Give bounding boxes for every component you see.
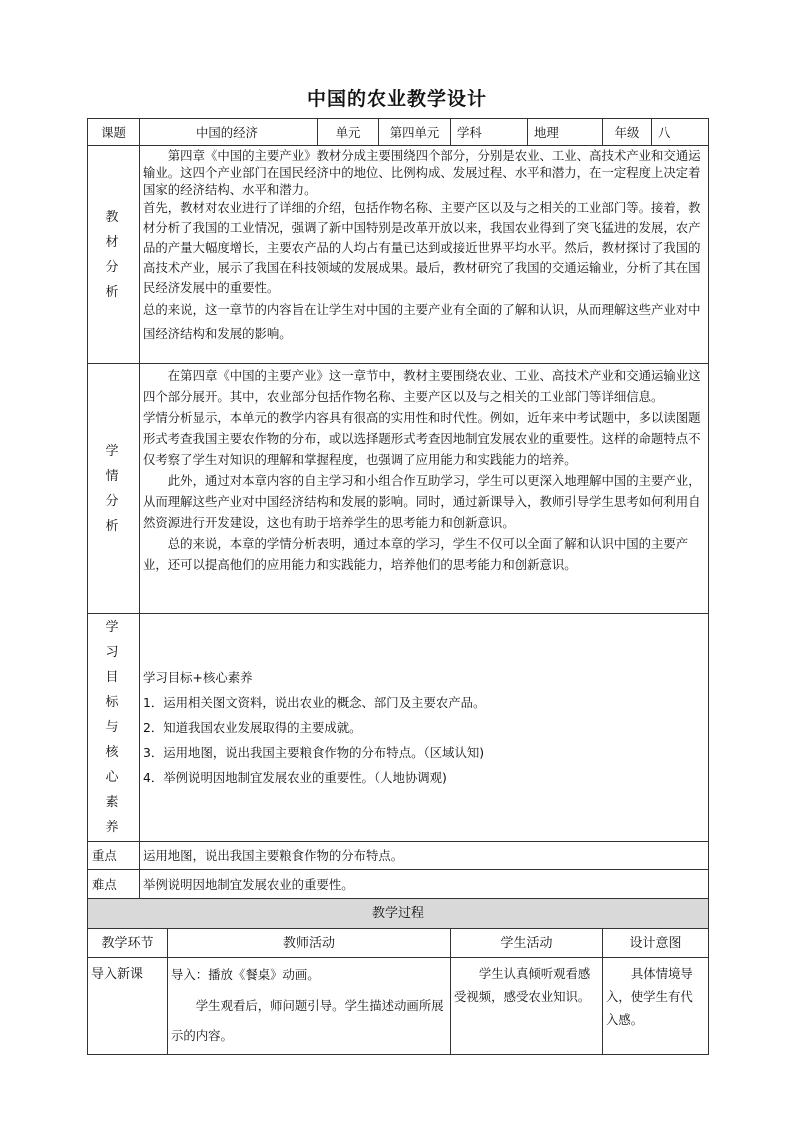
student-paragraph: 在第四章《中国的主要产业》这一章节中，教材主要围绕农业、工业、高技术产业和交通运输业这四个部分展开。其中，农业部分包括作物名称、主要产区以及与之相关的工业部门等详细信息。 xyxy=(143,368,701,404)
textbook-paragraph: 总的来说，这一章节的内容旨在让学生对中国的主要产业有全面的了解和认识，从而理解这些产业对中国经济结构和发展的影响。 xyxy=(143,302,701,341)
difficulty-value: 举例说明因地制宜发展农业的重要性。 xyxy=(140,870,709,899)
objectives-label-line: 学 习 xyxy=(105,620,127,660)
process-col-teacher: 教师活动 xyxy=(168,929,451,958)
teacher-activity-line: 导入：播放《餐桌》动画。 xyxy=(171,967,320,982)
textbook-analysis-row xyxy=(88,146,709,364)
textbook-analysis-content xyxy=(140,146,709,364)
process-title-row xyxy=(88,899,709,929)
student-analysis-label xyxy=(88,364,140,614)
student-analysis-content xyxy=(140,364,709,614)
grade-label: 年级 xyxy=(603,119,652,146)
student-paragraph: 总的来说，本章的学情分析表明，通过本章的学习，学生不仅可以全面了解和认识中国的主要产业，还可以提高他们的应用能力和实践能力，培养他们的思考能力和创新意识。 xyxy=(143,536,689,572)
subject-label: 学科 xyxy=(451,119,528,146)
key-point-value: 运用地图，说出我国主要粮食作物的分布特点。 xyxy=(140,842,709,870)
process-header-row xyxy=(88,929,709,958)
grade-value: 八 xyxy=(652,119,709,146)
subject-value: 地理 xyxy=(528,119,603,146)
student-analysis-label-text: 学 情 分析 xyxy=(105,443,127,534)
process-col-student: 学生活动 xyxy=(451,929,603,958)
process-design-intent: 具体情境导入，使学生有代入感。 xyxy=(603,958,709,1055)
objectives-label xyxy=(88,614,140,842)
objectives-heading: 学习目标+核心素养 xyxy=(143,670,253,685)
difficulty-row xyxy=(88,870,709,899)
process-teacher-activity xyxy=(168,958,451,1055)
process-stage: 导入新课 xyxy=(88,958,168,1055)
objective-item: 2．知道我国农业发展取得的主要成就。 xyxy=(143,720,362,735)
key-point-row xyxy=(88,842,709,870)
lesson-plan-table xyxy=(87,118,709,1055)
objective-item: 1．运用相关图文资料，说出农业的概念、部门及主要农产品。 xyxy=(143,695,486,710)
objectives-label-line: 目 标 xyxy=(105,670,127,710)
objectives-label-line: 心 素 xyxy=(105,770,127,810)
process-student-activity: 学生认真倾听观看感受视频，感受农业知识。 xyxy=(451,958,603,1055)
process-title: 教学过程 xyxy=(88,899,709,929)
objectives-label-line: 与 核 xyxy=(105,720,127,760)
key-point-label: 重点 xyxy=(88,842,140,870)
textbook-paragraph: 第四章《中国的主要产业》教材分成主要围绕四个部分，分别是农业、工业、高技术产业和交通运输业。这四个产业部门在国民经济中的地位、比例构成、发展过程、水平和潜力，在一定程度上决定着国家的经济结构、水平和潜力。 xyxy=(143,148,701,197)
student-analysis-row xyxy=(88,364,709,614)
objective-item: 4．举例说明因地制宜发展农业的重要性。（人地协调观) xyxy=(143,770,447,785)
student-paragraph: 学情分析显示，本单元的教学内容具有很高的实用性和时代性。例如，近年来中考试题中，多以读图题形式考查我国主要农作物的分布，或以选择题形式考查因地制宜发展农业的重要性。这样的命题特点不仅考察了学生对知识的理解和掌握程度，也强调了应用能力和实践能力的培养。 xyxy=(143,410,701,467)
difficulty-label: 难点 xyxy=(88,870,140,899)
process-row xyxy=(88,958,709,1055)
topic-value: 中国的经济 xyxy=(140,119,318,146)
objectives-row xyxy=(88,614,709,842)
process-col-stage: 教学环节 xyxy=(88,929,168,958)
objective-item: 3．运用地图，说出我国主要粮食作物的分布特点。（区域认知) xyxy=(143,745,485,760)
topic-label: 课题 xyxy=(88,119,140,146)
textbook-analysis-label xyxy=(88,146,140,364)
unit-label: 单元 xyxy=(318,119,379,146)
objectives-content xyxy=(140,614,709,842)
header-row xyxy=(88,119,709,146)
objectives-label-line: 养 xyxy=(105,820,127,835)
textbook-paragraph: 首先，教材对农业进行了详细的介绍，包括作物名称、主要产区以及与之相关的工业部门等。接着，教材分析了我国的工业情况，强调了新中国特别是改革开放以来，我国农业得到了突飞猛进的发展，农产品的产量大幅度增长，主要农产品的人均占有量已达到或接近世界平均水平。然后，教材探讨了我国的高技术产业，展示了我国在科技领域的发展成果。最后，教材研究了我国的交通运输业，分析了其在国民经济发展中的重要性。 xyxy=(143,200,701,295)
teacher-activity-line: 学生观看后，师问题引导。学生描述动画所展示的内容。 xyxy=(171,998,444,1043)
process-col-intent: 设计意图 xyxy=(603,929,709,958)
textbook-analysis-label-text: 教 材 分析 xyxy=(105,209,127,300)
student-paragraph: 此外，通过对本章内容的自主学习和小组合作互助学习，学生可以更深入地理解中国的主要产业，从而理解这些产业对中国经济结构和发展的影响。同时，通过新课导入，教师引导学生思考如何利用自然资源进行开发建设，这也有助于培养学生的思考能力和创新意识。 xyxy=(143,473,701,530)
unit-value: 第四单元 xyxy=(379,119,451,146)
document-title: 中国的农业教学设计 xyxy=(306,88,487,110)
